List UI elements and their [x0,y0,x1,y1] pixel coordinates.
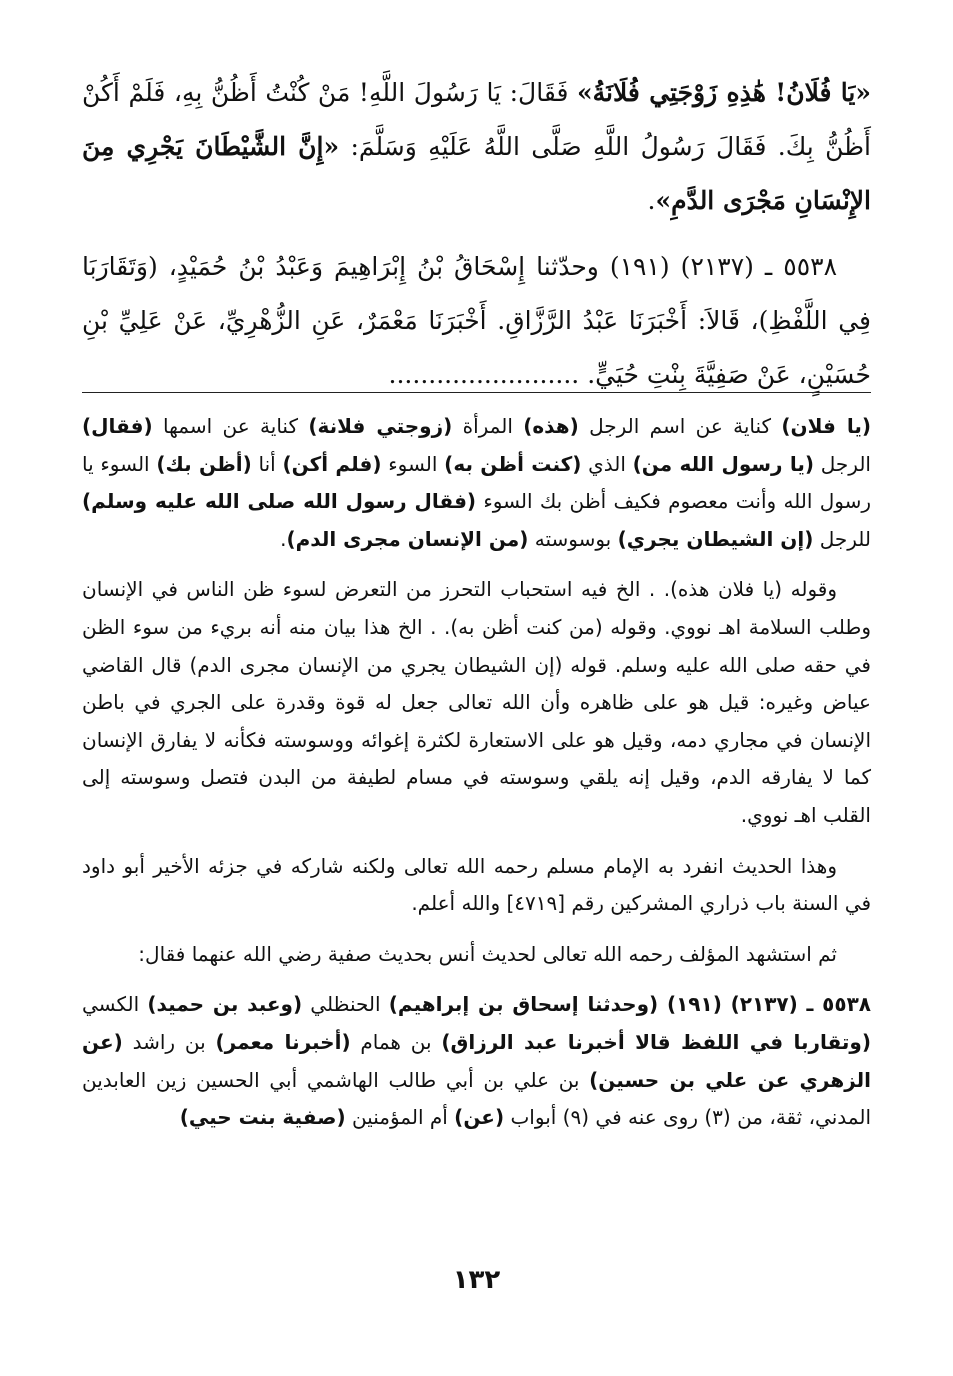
commentary-term: (وعبد بن حميد) [147,992,303,1017]
commentary-gloss: الحنظلي [302,992,389,1017]
commentary-gloss: بن راشد [122,1029,216,1054]
commentary-paragraph-2: وقوله (يا فلان هذه). . الخ فيه استحباب التحرز من التعرض لسوء ظن الناس في الإنسان وطلب السلامة اهـ نووي. وقوله (من كنت أظن به). . الخ هذا بيان منه أنه بريء من سوء الظن في حقه صلى الله عليه وسلم. قوله (إن الشيطان يجري من الإنسان مجرى الدم) قال القاضي عياض وغيره: قيل هو على ظاهره وأن الله تعالى جعل له قوة وقدرة على الجري في باطن الإنسان في مجاري دمه، وقيل هو على الاستعارة لكثرة إغوائه ووسوسته فكأنه لا يفارق الإنسان كما لا يفارقه الدم، وقيل إنه يلقي وسوسته في مسام لطيفة من البدن فتصل وسوسته إلى القلب اهـ نووي. [82,577,871,827]
commentary-term: (من الإنسان مجرى الدم) [286,526,529,551]
commentary-term: (فلم أكن) [282,451,382,476]
commentary-gloss: للرجل [813,526,871,551]
commentary-gloss: بن همام [350,1029,442,1054]
commentary-term: (صفية بنت حيي) [179,1105,346,1130]
commentary-gloss: الرجل [814,451,871,476]
commentary-gloss: السوء [381,451,445,476]
hadith-quote-1: «يَا فُلَانُ! هَٰذِهِ زَوْجَتِي فُلَانَةُ» [577,78,871,107]
commentary-term: (يا فلان) [781,414,872,438]
hadith-quote-2: «إِنَّ الشَّيْطَانَ يَجْرِي مِنَ الإِنْسَانِ مَجْرَى الدَّمِ» [82,132,871,215]
commentary-term: (أخبرنا معمر) [215,1029,351,1054]
commentary-gloss: بوسوسته [528,526,618,551]
footnote-divider [82,392,871,393]
commentary-gloss: أم المؤمنين [345,1105,455,1130]
commentary-gloss: . [280,526,287,551]
hadith-end-mark: . [647,186,656,215]
commentary-term: (عن الزهري عن علي بن حسين) [82,1029,871,1092]
commentary-gloss: الكسي [82,992,148,1017]
commentary-term: (يا رسول الله من) [632,451,815,476]
commentary-paragraph-1 [82,408,871,558]
commentary-gloss: بن علي بن أبي طالب الهاشمي أبي الحسين زين العابدين المدني، ثقة، من (٣) روى عنه في (٩) أبواب [82,1067,871,1130]
commentary-term: ٥٥٣٨ ـ (٢١٣٧) (١٩١) (وحدثنا إسحاق بن إبراهيم) [388,992,871,1017]
commentary-gloss: أنا [251,451,283,476]
commentary-gloss: كناية عن اسم الرجل [578,414,782,438]
commentary-term: (هذه) [523,414,579,438]
commentary-gloss: المرأة [452,414,524,438]
commentary-term: (كنت أظن به) [444,451,582,476]
commentary-term: (فقال) [82,414,153,438]
hadith-paragraph-1 [82,66,871,228]
commentary-paragraph-5 [82,986,871,1136]
page-number: ١٣٢ [452,1265,501,1295]
commentary-gloss: كناية عن اسمها [152,414,309,438]
commentary-term: (إن الشيطان يجري) [617,526,814,551]
commentary-term: (زوجتي فلانة) [308,414,453,438]
commentary-term: (وتقاربا في اللفظ قالا أخبرنا عبد الرزاق) [441,1029,871,1054]
commentary-term: (أظن بك) [156,451,252,476]
hadith-narration: فَقَالَ: يَا رَسُولَ اللَّهِ! مَنْ كُنْتُ أَظُنُّ بِهِ، فَلَمْ أَكُنْ أَظُنُّ بِكَ. فَقَالَ رَسُولُ اللَّهِ صَلَّى اللَّهُ عَلَيْهِ وَسَلَّمَ: [82,78,871,161]
commentary-text [82,408,871,1137]
commentary-gloss: الذي [581,451,633,476]
hadith-text [82,66,871,402]
hadith-paragraph-2: ٥٥٣٨ ـ (٢١٣٧) (١٩١) وحدّثنا إِسْحَاقُ بْنُ إِبْرَاهِيمَ وَعَبْدُ بْنُ حُمَيْدٍ، (وَتَقَارَبَا فِي اللَّفْظِ)، قَالاَ: أَخْبَرَنَا عَبْدُ الرَّزَّاقِ. أَخْبَرَنَا مَعْمَرٌ، عَنِ الزُّهْرِيِّ، عَنْ عَلِيِّ بْنِ حُسَيْنٍ، عَنْ صَفِيَّةَ بِنْتِ حُيَيٍّ. ........................ [82,252,871,389]
commentary-term: (فقال رسول الله صلى الله عليه وسلم) [82,489,477,514]
commentary-paragraph-3: وهذا الحديث انفرد به الإمام مسلم رحمه الله تعالى ولكنه شاركه في جزئه الأخير أبو داود في السنة باب ذراري المشركين رقم [٤٧١٩] والله أعلم. [82,853,871,916]
commentary-paragraph-4: ثم استشهد المؤلف رحمه الله تعالى لحديث أنس بحديث صفية رضي الله عنهما فقال: [138,941,837,966]
commentary-gloss: السوء يا رسول الله وأنت معصوم فكيف أظن بك السوء [82,451,872,514]
commentary-term: (عن) [454,1105,505,1130]
